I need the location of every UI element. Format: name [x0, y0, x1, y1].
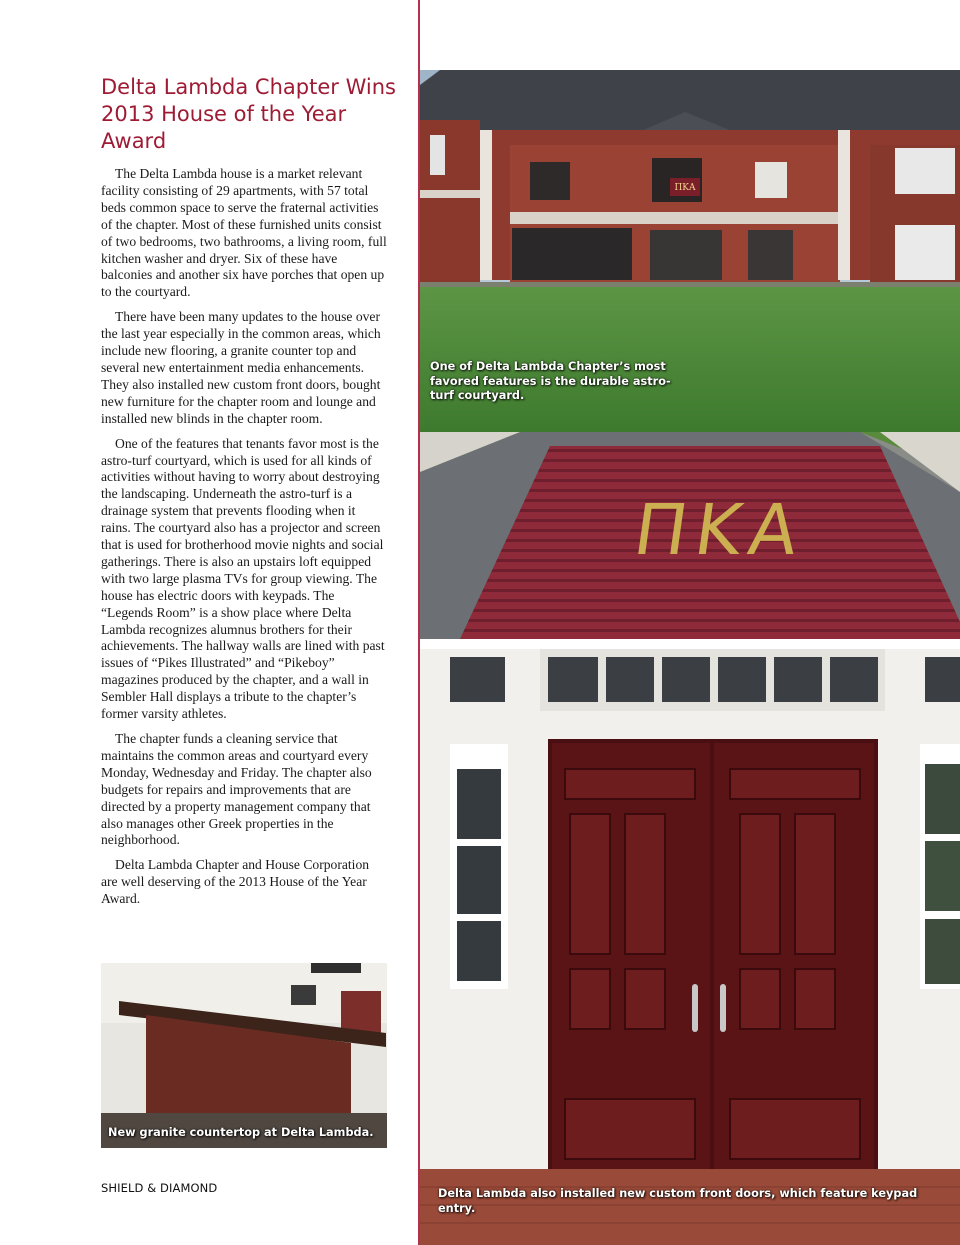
countertop-photo	[101, 963, 387, 1148]
courtyard-photo	[420, 70, 960, 432]
pka-letters: ΠΚΑ	[629, 489, 811, 571]
publication-name: SHIELD & DIAMOND	[101, 1181, 218, 1195]
article-paragraph: The Delta Lambda house is a market relevant facility consisting of 29 apartments, with 57 total beds common space to serve the fraternal activities of the chapter. Most of these furnished units consist of two bedrooms, two bathrooms, a living room, full kitchen washer and dryer. Six of these have balconies and another six have porches that open up to the courtyard.	[101, 166, 387, 300]
walkway-photo	[420, 432, 960, 639]
countertop-caption: New granite countertop at Delta Lambda.	[108, 1126, 374, 1139]
article-paragraph: One of the features that tenants favor most is the astro-turf courtyard, which is used for all kinds of activities without having to worry about destroying the landscaping. Underneath the astro-turf is a drainage system that prevents flooding when it rains. The courtyard also has a projector and screen that is used for brotherhood movie nights and social gatherings. There is also an upstairs loft equipped with two large plasma TVs for group viewing. The house has electric doors with keypads. The “Legends Room” is a show place where Delta Lambda recognizes alumnus brothers for their achievements. The hallway walls are lined with past issues of “Pikes Illustrated” and “Pikeboy” magazines produced by the chapter, and a wall in Sembler Hall displays a tribute to the chapter’s former varsity athletes.	[101, 435, 385, 722]
countertop-illustration	[101, 963, 387, 1148]
article-paragraph: Delta Lambda Chapter and House Corporation are well deserving of the 2013 House of the Year Award.	[101, 857, 370, 907]
courtyard-caption: One of Delta Lambda Chapter’s most favored features is the durable astro-turf courtyard.	[430, 360, 671, 402]
article-title: Delta Lambda Chapter Wins 2013 House of the Year Award	[101, 75, 396, 153]
article-paragraph: There have been many updates to the house over the last year especially in the common areas, which include new flooring, a granite counter top and several new entertainment media enhancements. They also installed new custom front doors, bought new furniture for the chapter room and lounge and installed new blinds in the chapter room.	[101, 309, 381, 426]
doors-caption: Delta Lambda also installed new custom front doors, which feature keypad entry.	[438, 1187, 918, 1215]
article-paragraph: The chapter funds a cleaning service that maintains the common areas and courtyard every Monday, Wednesday and Friday. The chapter also budgets for repairs and improvements that are directed by a property management company that also manages other Greek properties in the neighborhood.	[101, 731, 372, 848]
doors-illustration	[420, 649, 960, 1245]
front-doors-photo	[420, 649, 960, 1245]
article-body	[101, 166, 387, 916]
pka-banner: ΠΚΑ	[674, 183, 696, 193]
